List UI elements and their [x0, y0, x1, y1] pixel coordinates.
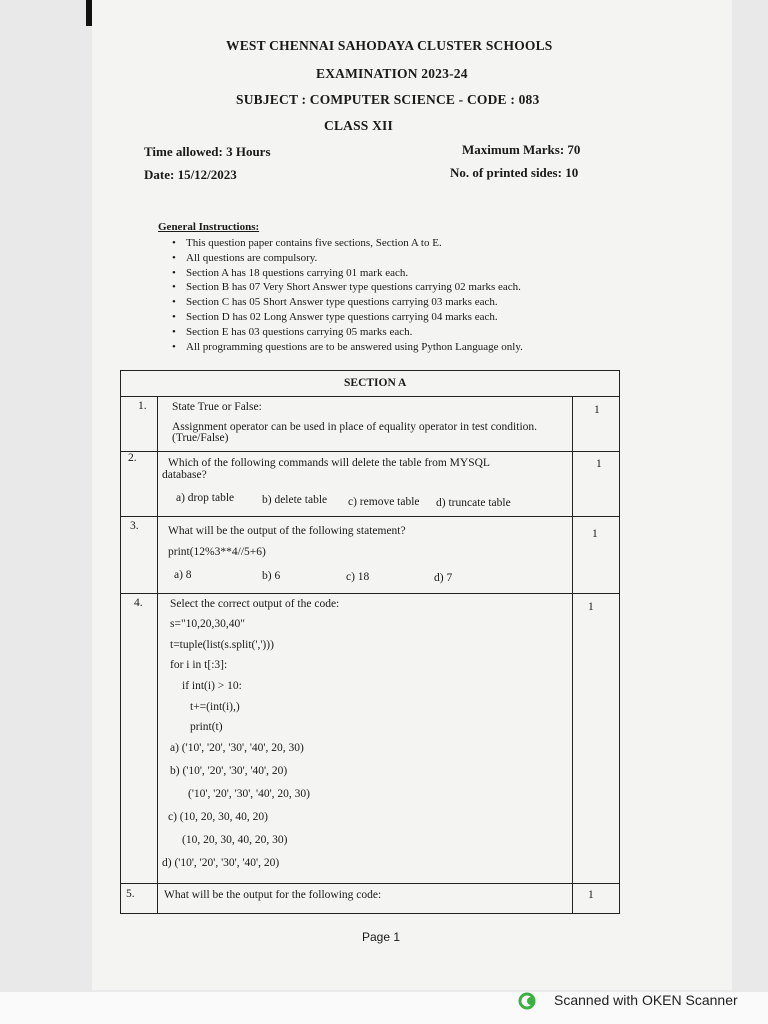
question-number: 3.: [130, 520, 139, 532]
answer-option: c) 18: [346, 571, 370, 583]
answer-option: (10, 20, 30, 40, 20, 30): [182, 834, 288, 846]
question-text: Assignment operator can be used in place of equality operator in test condition.: [172, 421, 538, 433]
question-text: State True or False:: [172, 401, 262, 413]
answer-option: b) delete table: [262, 494, 328, 506]
instruction-item: • Section C has 05 Short Answer type questions carrying 03 marks each.: [172, 295, 523, 310]
instructions-list: [172, 236, 523, 354]
row-divider: [121, 396, 619, 397]
scanner-watermark: Scanned with OKEN Scanner: [554, 992, 738, 1008]
code-line: t=tuple(list(s.split(','))): [170, 639, 274, 651]
answer-option: c) remove table: [348, 496, 420, 508]
instructions-title: General Instructions:: [158, 221, 260, 233]
question-text: Which of the following commands will delete the table from MYSQL: [168, 457, 490, 469]
instruction-item: • This question paper contains five sections, Section A to E.: [172, 236, 523, 251]
question-mark: 1: [594, 404, 600, 416]
question-text: (True/False): [172, 432, 229, 444]
answer-option: d) 7: [434, 572, 453, 584]
row-divider: [121, 593, 619, 594]
question-number: 1.: [138, 400, 147, 412]
code-line: if int(i) > 10:: [182, 680, 242, 692]
instruction-item: • All programming questions are to be answered using Python Language only.: [172, 340, 523, 355]
section-title: SECTION A: [344, 377, 407, 389]
exam-title: EXAMINATION 2023-24: [316, 66, 468, 81]
answer-option: a) 8: [174, 569, 192, 581]
printed-sides: No. of printed sides: 10: [450, 165, 579, 180]
answer-option: ('10', '20', '30', '40', 20, 30): [188, 788, 310, 800]
answer-option: b) ('10', '20', '30', '40', 20): [170, 765, 288, 777]
question-number: 2.: [128, 452, 137, 464]
school-name: WEST CHENNAI SAHODAYA CLUSTER SCHOOLS: [226, 38, 553, 53]
question-mark: 1: [588, 889, 594, 901]
question-number: 5.: [126, 888, 135, 900]
answer-option: d) truncate table: [436, 497, 511, 509]
time-allowed: Time allowed: 3 Hours: [144, 144, 271, 159]
row-divider: [121, 451, 619, 452]
answer-option: a) drop table: [176, 492, 235, 504]
question-text: database?: [162, 469, 207, 481]
oken-logo-icon: [518, 991, 538, 1011]
question-mark: 1: [588, 601, 594, 613]
question-text: What will be the output of the following statement?: [168, 525, 406, 537]
instruction-item: • Section E has 03 questions carrying 05 marks each.: [172, 325, 523, 340]
answer-option: b) 6: [262, 570, 281, 582]
code-line: for i in t[:3]:: [170, 659, 228, 671]
question-mark: 1: [596, 458, 602, 470]
code-line: print(t): [190, 721, 223, 733]
instruction-item: • All questions are compulsory.: [172, 251, 523, 266]
class-line: CLASS XII: [324, 118, 393, 133]
page-number: Page 1: [362, 930, 401, 944]
answer-option: c) (10, 20, 30, 40, 20): [168, 811, 268, 823]
answer-option: a) ('10', '20', '30', '40', 20, 30): [170, 742, 304, 754]
instruction-item: • Section A has 18 questions carrying 01 mark each.: [172, 266, 523, 281]
question-mark: 1: [592, 528, 598, 540]
exam-date: Date: 15/12/2023: [144, 167, 237, 182]
question-text: Select the correct output of the code:: [170, 598, 340, 610]
column-divider: [157, 396, 158, 913]
question-text: What will be the output for the following code:: [164, 889, 382, 901]
instruction-item: • Section D has 02 Long Answer type questions carrying 04 marks each.: [172, 310, 523, 325]
code-line: print(12%3**4//5+6): [168, 546, 266, 558]
code-line: t+=(int(i),): [190, 701, 240, 713]
row-divider: [121, 883, 619, 884]
maximum-marks: Maximum Marks: 70: [462, 142, 581, 157]
instruction-item: • Section B has 07 Very Short Answer type questions carrying 02 marks each.: [172, 280, 523, 295]
row-divider: [121, 516, 619, 517]
subject-line: SUBJECT : COMPUTER SCIENCE - CODE : 083: [236, 92, 540, 107]
question-number: 4.: [134, 597, 143, 609]
code-line: s="10,20,30,40": [170, 618, 245, 630]
answer-option: d) ('10', '20', '30', '40', 20): [162, 857, 280, 869]
column-divider: [572, 396, 573, 913]
